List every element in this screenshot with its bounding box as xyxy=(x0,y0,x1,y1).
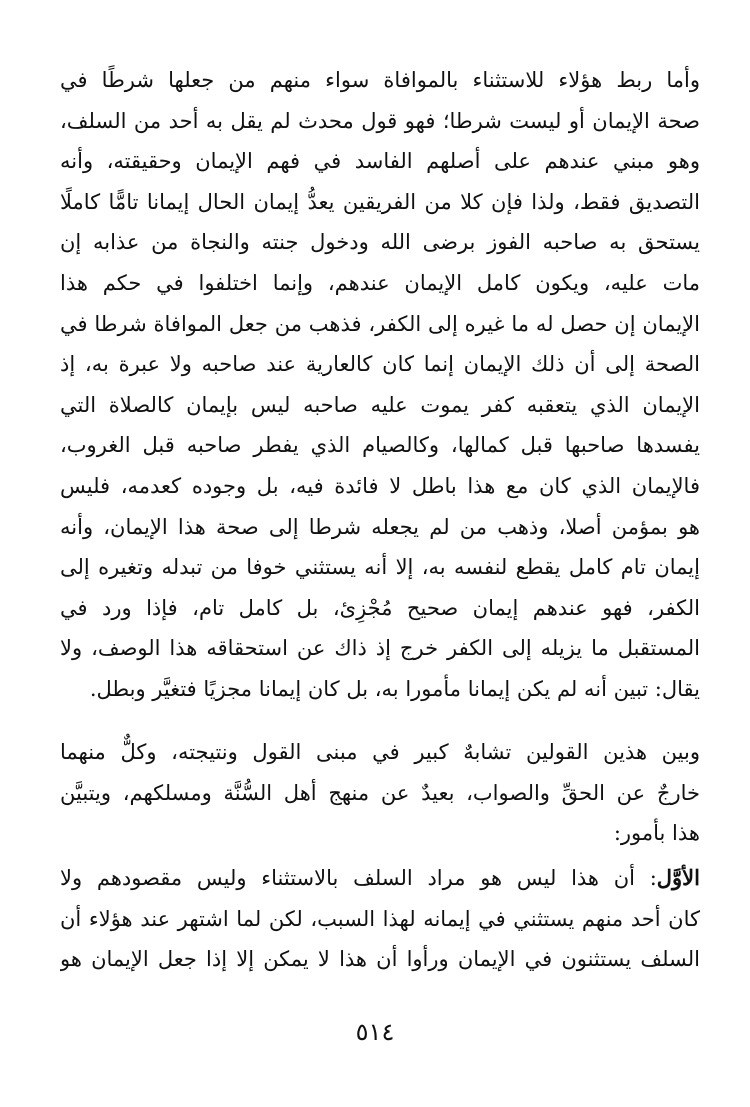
paragraph-similarity xyxy=(60,732,700,854)
text-line: يفسدها صاحبها قبل كمالها، وكالصيام الذي يفطر صاحبه قبل الغروب، xyxy=(60,433,700,458)
text-line: وهو مبني عندهم على أصلهم الفاسد في فهم الإيمان وحقيقته، وأنه xyxy=(60,149,700,174)
text-line: إيمان تام كامل يقطع لنفسه به، إلا أنه يستثني خوفا من تبدله وتغيره إلى xyxy=(60,555,700,580)
paragraph-muwafat-istithna xyxy=(60,60,700,710)
text-line: مات عليه، ويكون كامل الإيمان عندهم، وإنما اختلفوا في حكم هذا xyxy=(60,270,700,295)
text-line: المستقبل ما يزيله إلى الكفر خرج إذ ذاك عن استحقاقه هذا الوصف، ولا xyxy=(60,636,700,661)
paragraph-first-point xyxy=(60,858,700,980)
text-line: صحة الإيمان أو ليست شرطا؛ فهو قول محدث لم يقل به أحد من السلف، xyxy=(60,108,700,133)
text-line xyxy=(60,858,700,899)
text-line: الإيمان الذي يتعقبه كفر يموت عليه صاحبه ليس بإيمان كالصلاة التي xyxy=(60,392,700,417)
text-line: التصديق فقط، ولذا فإن كلا من الفريقين يعدُّ إيمان الحال إيمانا تامًّا كاملًا xyxy=(60,189,700,214)
text-line: يقال: تبين أنه لم يكن إيمانا مأمورا به، بل كان إيمانا مجزيًا فتغيَّر وبطل. xyxy=(89,676,700,701)
text-line: الصحة إلى أن ذلك الإيمان إنما كان كالعارية عند صاحبه ولا عبرة به، إذ xyxy=(60,352,700,377)
text-line: فالإيمان الذي كان مع هذا باطل لا فائدة فيه، بل وجوده كعدمه، فليس xyxy=(60,473,700,498)
text-line: هو بمؤمن أصلا، وذهب من لم يجعله شرطا إلى صحة هذا الإيمان، وأنه xyxy=(60,514,700,539)
text-line: الكفر، فهو عندهم إيمان صحيح مُجْزِئ، بل كامل تام، فإذا ورد في xyxy=(60,595,700,620)
text-line: وبين هذين القولين تشابهٌ كبير في مبنى القول ونتيجته، وكلٌّ منهما xyxy=(60,740,700,764)
text-line: يستحق به صاحبه الفوز برضى الله ودخول جنته والنجاة من عذابه إن xyxy=(60,230,700,255)
text-line: خارجٌ عن الحقِّ والصواب، بعيدٌ عن منهج أهل السُّنَّة ومسلكهم، ويتبيَّن xyxy=(60,780,700,805)
page-number: ٥١٤ xyxy=(355,1018,395,1046)
point-heading: الأوَّل xyxy=(656,865,700,890)
text-line: كان أحد منهم يستثني في إيمانه لهذا السبب، لكن لما اشتهر عند هؤلاء أن xyxy=(60,906,700,931)
text-line: الإيمان إن حصل له ما غيره إلى الكفر، فذهب من جعل الموافاة شرطا في xyxy=(60,311,700,336)
text-line: السلف يستثنون في الإيمان ورأوا أن هذا لا يمكن إلا إذا جعل الإيمان هو xyxy=(60,947,700,972)
text-line: هذا بأمور: xyxy=(613,821,700,846)
text-run: : أن هذا ليس هو مراد السلف بالاستثناء وليس مقصودهم ولا xyxy=(60,866,657,890)
text-line: وأما ربط هؤلاء للاستثناء بالموافاة سواء منهم من جعلها شرطًا في xyxy=(60,68,700,92)
